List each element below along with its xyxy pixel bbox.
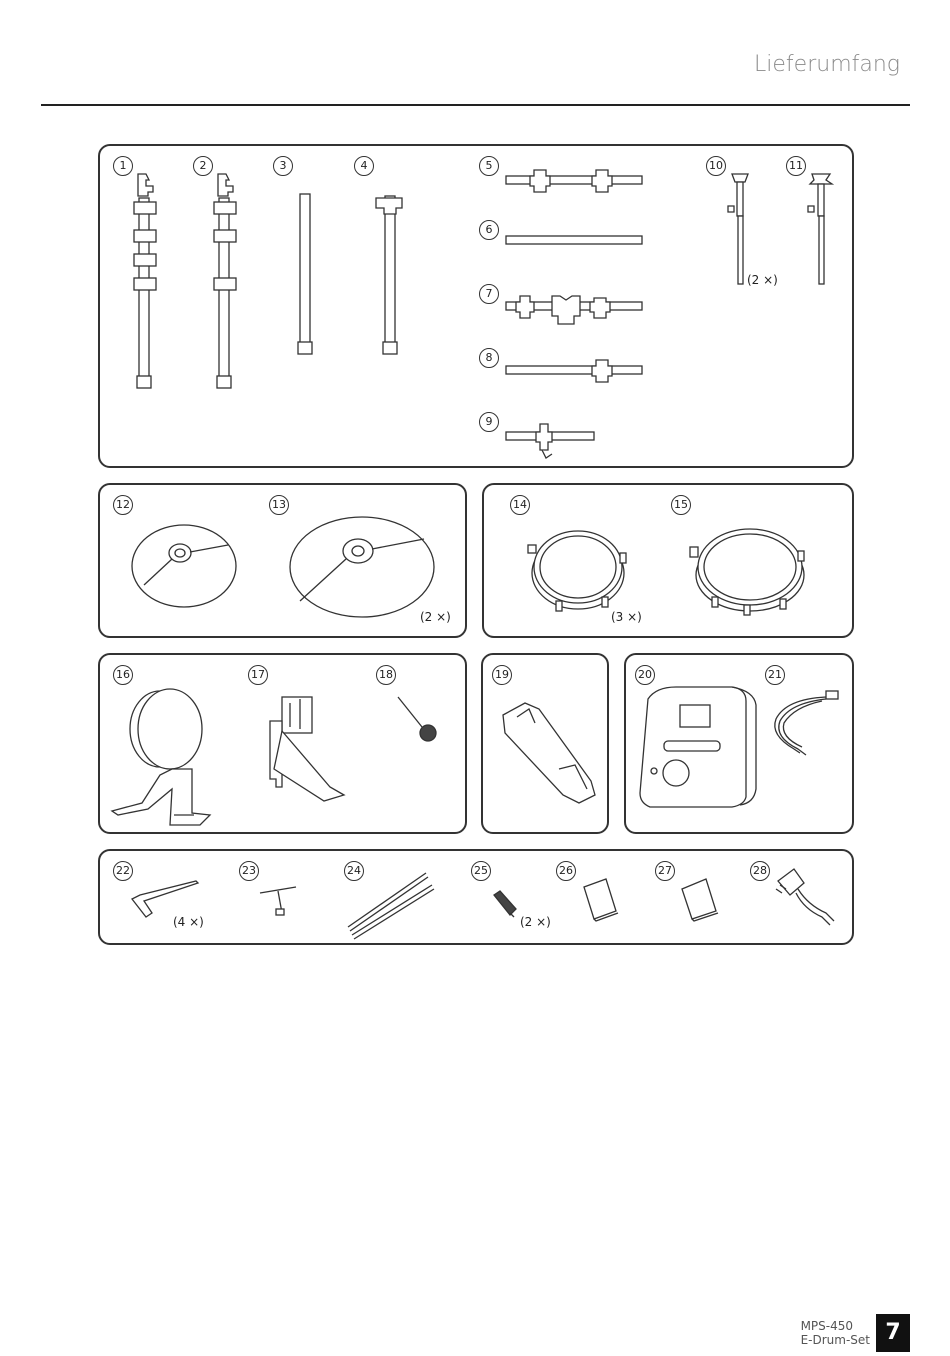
item-number-28: 28	[750, 861, 770, 881]
crossbar-two-clamps-illustration	[504, 166, 646, 196]
pedal-beater-illustration	[394, 693, 444, 745]
item-number-2: 2	[193, 156, 213, 176]
cymbal-arm-straight-illustration	[728, 172, 758, 288]
item-number-16: 16	[113, 665, 133, 685]
item-number-13: 13	[269, 495, 289, 515]
item-number-19: 19	[492, 665, 512, 685]
post-with-clamp-illustration	[372, 192, 408, 358]
item-number-26: 26	[556, 861, 576, 881]
item-number-21: 21	[765, 665, 785, 685]
crossbar-plain-illustration	[504, 234, 646, 248]
drum-key-illustration	[256, 883, 302, 919]
item-number-24: 24	[344, 861, 364, 881]
panel-kick	[98, 653, 467, 834]
panel-rack-parts	[98, 144, 854, 468]
item-number-1: 1	[113, 156, 133, 176]
quantity-label-22: (4 ×)	[173, 915, 204, 929]
hex-key-illustration	[126, 881, 202, 921]
item-number-7: 7	[479, 284, 499, 304]
item-number-9: 9	[479, 412, 499, 432]
item-number-14: 14	[510, 495, 530, 515]
quantity-label-13: (2 ×)	[420, 610, 451, 624]
item-number-11: 11	[786, 156, 806, 176]
item-number-4: 4	[354, 156, 374, 176]
item-number-27: 27	[655, 861, 675, 881]
item-number-3: 3	[273, 156, 293, 176]
item-number-22: 22	[113, 861, 133, 881]
panel-drum-pads	[482, 483, 854, 638]
short-post-illustration	[296, 192, 316, 356]
item-number-25: 25	[471, 861, 491, 881]
item-number-12: 12	[113, 495, 133, 515]
item-number-8: 8	[479, 348, 499, 368]
quantity-label-10: (2 ×)	[747, 273, 778, 287]
drumsticks-illustration	[344, 869, 436, 939]
item-number-15: 15	[671, 495, 691, 515]
item-number-5: 5	[479, 156, 499, 176]
hihat-controller-pedal-illustration	[495, 699, 601, 809]
trigger-cable-illustration	[766, 689, 846, 769]
panel-accessories	[98, 849, 854, 945]
page-number: 7	[876, 1314, 910, 1352]
header-rule	[41, 104, 910, 106]
panel-hihat-pedal	[481, 653, 609, 834]
quantity-label-25: (2 ×)	[520, 915, 551, 929]
upright-post-left-illustration	[130, 168, 170, 390]
power-adapter-illustration	[772, 865, 838, 927]
footer-product-info	[801, 1319, 870, 1347]
ride-cymbal-illustration	[130, 523, 240, 609]
panel-cymbals	[98, 483, 467, 638]
crossbar-center-clamp-illustration	[504, 292, 646, 326]
bass-drum-pedal-illustration	[260, 691, 356, 803]
crash-cymbal-illustration	[288, 515, 438, 619]
item-number-17: 17	[248, 665, 268, 685]
quick-guide-booklet-illustration	[680, 877, 720, 923]
page-title: Lieferumfang	[754, 52, 900, 77]
screw-illustration	[490, 889, 520, 919]
item-number-18: 18	[376, 665, 396, 685]
cymbal-arm-tilt-illustration	[808, 172, 838, 288]
short-crossbar-illustration	[504, 420, 600, 460]
footer-product-name: E-Drum-Set	[800, 1333, 870, 1347]
manual-booklet-illustration	[580, 877, 620, 923]
panel-module	[624, 653, 854, 834]
item-number-23: 23	[239, 861, 259, 881]
tom-pad-illustration	[524, 523, 628, 613]
upright-post-right-illustration	[210, 168, 250, 390]
crossbar-one-clamp-illustration	[504, 358, 646, 388]
item-number-6: 6	[479, 220, 499, 240]
item-number-10: 10	[706, 156, 726, 176]
footer-model-number: MPS-450	[800, 1319, 854, 1333]
item-number-20: 20	[635, 665, 655, 685]
quantity-label-14: (3 ×)	[611, 610, 642, 624]
snare-pad-illustration	[688, 521, 808, 617]
drum-module-illustration	[636, 685, 762, 813]
kick-pad-illustration	[108, 685, 228, 833]
